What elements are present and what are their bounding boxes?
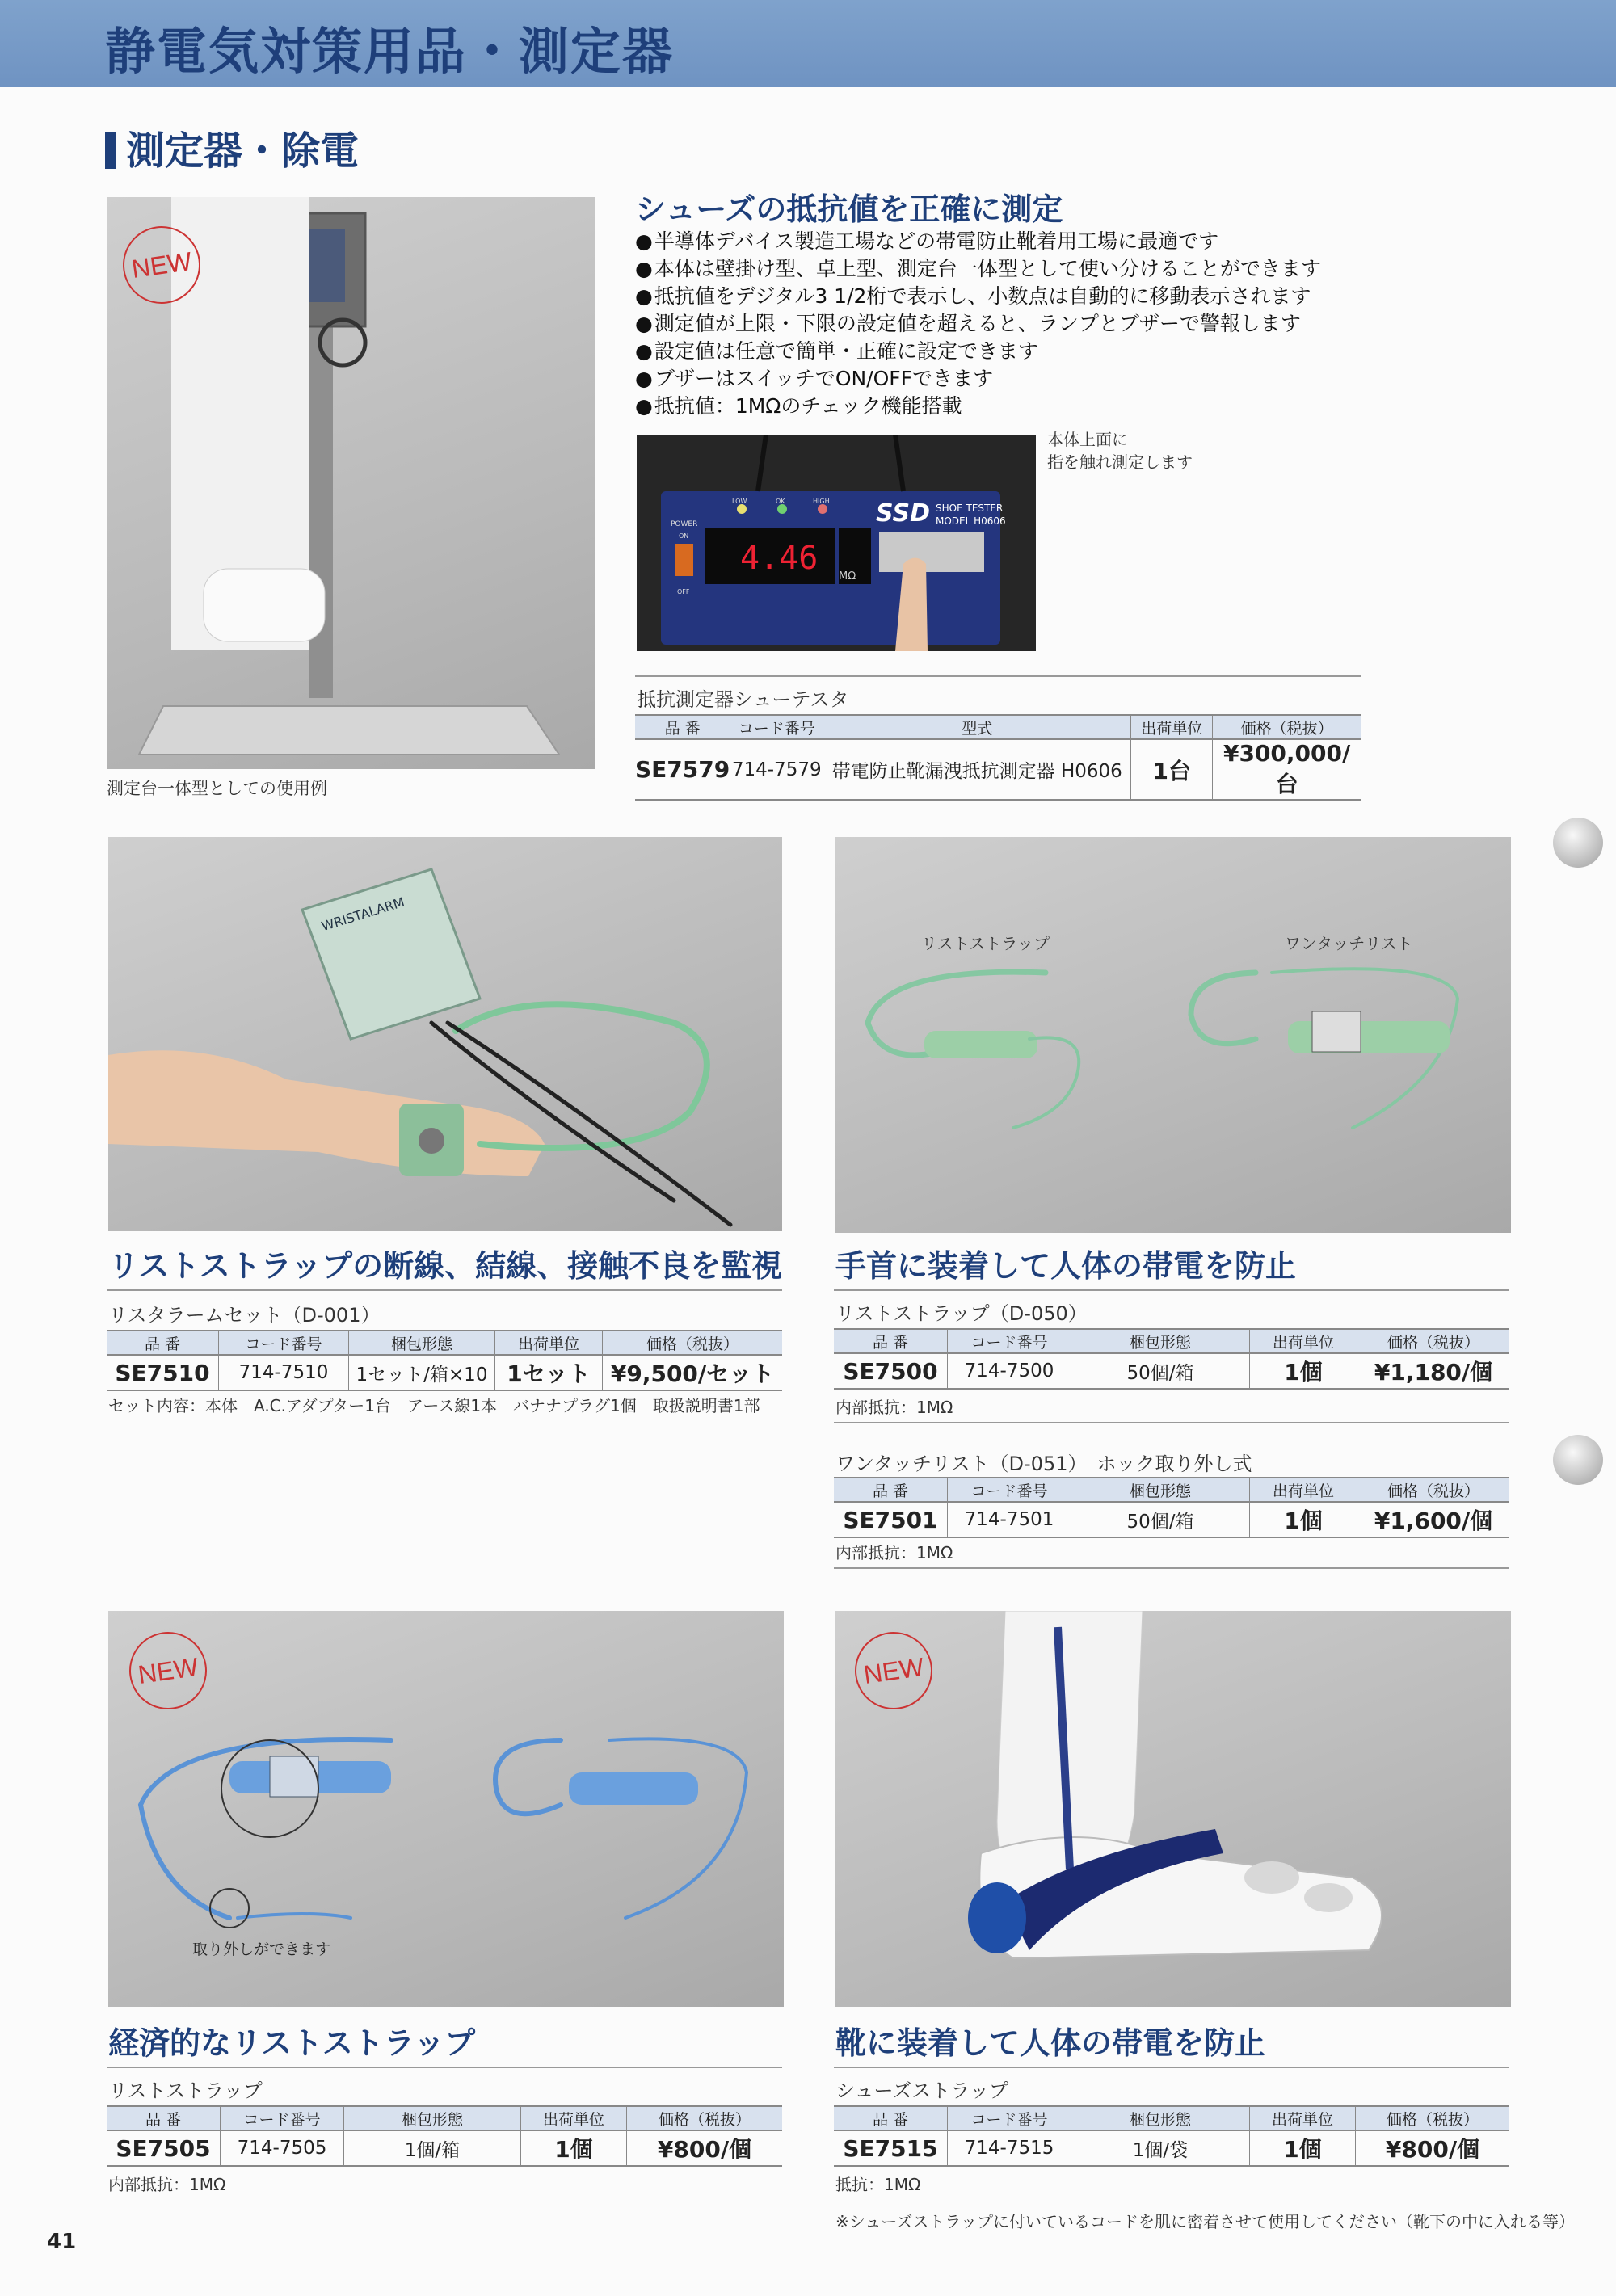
device-high-label: HIGH <box>813 498 830 505</box>
device-note-line: 指を触れ測定します <box>1047 452 1193 472</box>
cell-unit: 1個 <box>1250 1353 1357 1389</box>
device-power-label: POWER <box>671 520 698 528</box>
resistance-note: 内部抵抗：1MΩ <box>108 2175 226 2194</box>
page-title: 静電気対策用品・測定器 <box>105 22 675 81</box>
col-header: 出荷単位 <box>1250 1478 1357 1502</box>
wrist-alarm-illustration <box>108 837 782 1231</box>
page-number: 41 <box>47 2230 77 2254</box>
wrist-strap-photo <box>835 837 1511 1233</box>
divider <box>834 2067 1509 2068</box>
cell-sku: SE7505 <box>107 2130 221 2166</box>
col-header: 梱包形態 <box>1071 1478 1250 1502</box>
spec-table <box>834 1328 1509 1390</box>
col-header: コード番号 <box>948 2106 1071 2130</box>
col-header: 出荷単位 <box>1250 2106 1356 2130</box>
resistance-note: 抵抗：1MΩ <box>835 2175 921 2194</box>
feature-list <box>635 228 1508 420</box>
product-name: リストストラップ（D-050） <box>835 1302 1088 1325</box>
col-header: 価格（税抜） <box>1357 1329 1510 1353</box>
col-header: コード番号 <box>948 1329 1071 1353</box>
wrist-alarm-heading: リストストラップの断線、結線、接触不良を監視 <box>108 1248 783 1284</box>
device-model-line2: MODEL H0606 <box>936 515 1006 527</box>
cell-unit: 1セット <box>495 1355 603 1390</box>
table-row <box>107 2130 782 2166</box>
cell-code: 714-7505 <box>221 2130 344 2166</box>
cell-package: 1個/袋 <box>1071 2130 1250 2166</box>
resistance-note: 内部抵抗：1MΩ <box>835 1398 953 1417</box>
product-name: シューズストラップ <box>835 2079 1008 2102</box>
binder-hole-icon <box>1553 818 1603 868</box>
col-header: コード番号 <box>221 2106 344 2130</box>
col-header: 価格（税抜） <box>1357 1478 1510 1502</box>
col-header: コード番号 <box>948 1478 1071 1502</box>
spec-table <box>834 1477 1509 1538</box>
col-header: 品 番 <box>834 2106 948 2130</box>
new-badge: NEW <box>124 1627 212 1714</box>
wrist-strap-illustration <box>835 837 1511 1233</box>
device-reading: 4.46 <box>740 540 819 577</box>
section-title-text: 測定器・除電 <box>126 128 360 174</box>
cell-price: ¥300,000/台 <box>1213 739 1361 800</box>
photo-caption: 測定台一体型としての使用例 <box>107 779 327 798</box>
table-header-row <box>834 2106 1509 2130</box>
table-row <box>834 1353 1509 1389</box>
cell-unit: 1個 <box>1250 2130 1356 2166</box>
device-note <box>1047 428 1193 473</box>
section-bar-icon <box>105 132 116 169</box>
col-header: 品 番 <box>107 1331 219 1355</box>
cell-price: ¥1,600/個 <box>1357 1502 1510 1537</box>
table-row <box>107 1355 782 1390</box>
spec-table <box>107 2105 782 2167</box>
col-header: 梱包形態 <box>349 1331 495 1355</box>
shoe-strap-illustration <box>835 1611 1511 2007</box>
cell-sku: SE7510 <box>107 1355 219 1390</box>
table-header-row <box>635 715 1361 739</box>
device-model-line1: SHOE TESTER <box>936 503 1004 514</box>
feature-item: ● 抵抗値をデジタル3 1/2桁で表示し、小数点は自動的に移動表示されます <box>635 283 1508 310</box>
col-header: コード番号 <box>730 715 823 739</box>
device-note-line: 本体上面に <box>1047 430 1128 449</box>
divider <box>834 1289 1509 1291</box>
binder-hole-icon <box>1553 1435 1603 1485</box>
table-row <box>635 739 1361 800</box>
feature-item: ● 抵抗値：1MΩのチェック機能搭載 <box>635 393 1508 420</box>
new-badge: NEW <box>850 1627 937 1714</box>
cell-code: 714-7515 <box>948 2130 1071 2166</box>
divider <box>635 675 1361 677</box>
col-header: コード番号 <box>219 1331 349 1355</box>
col-header: 梱包形態 <box>344 2106 521 2130</box>
col-header: 出荷単位 <box>495 1331 603 1355</box>
label-wrist-strap: リストストラップ <box>921 934 1050 953</box>
product-name: リストストラップ <box>108 2079 263 2102</box>
new-badge: NEW <box>118 221 205 309</box>
usage-footnote: ※シューズストラップに付いているコードを肌に密着させて使用してください（靴下の中に入れる等） <box>835 2212 1575 2231</box>
section-title <box>105 120 359 175</box>
col-header: 梱包形態 <box>1071 1329 1250 1353</box>
product-name: ワンタッチリスト（D-051） ホック取り外し式 <box>835 1453 1252 1475</box>
col-header: 品 番 <box>834 1478 948 1502</box>
product-name: リスタラームセット（D-001） <box>108 1304 381 1327</box>
device-off-label: OFF <box>677 588 690 595</box>
cell-package: 1個/箱 <box>344 2130 521 2166</box>
cell-sku: SE7579 <box>635 739 730 800</box>
table-header-row <box>834 1329 1509 1353</box>
shoe-strap-photo <box>835 1611 1511 2007</box>
col-header: 出荷単位 <box>1131 715 1213 739</box>
col-header: 価格（税抜） <box>627 2106 783 2130</box>
cell-price: ¥800/個 <box>1356 2130 1510 2166</box>
col-header: 価格（税抜） <box>1213 715 1361 739</box>
cell-code: 714-7579 <box>730 739 823 800</box>
cell-unit: 1個 <box>521 2130 627 2166</box>
device-on-label: ON <box>679 532 689 540</box>
shoe-strap-heading: 靴に装着して人体の帯電を防止 <box>835 2025 1266 2061</box>
col-header: 品 番 <box>107 2106 221 2130</box>
device-unit: MΩ <box>839 570 856 582</box>
cell-price: ¥800/個 <box>627 2130 783 2166</box>
feature-item: ● 本体は壁掛け型、卓上型、測定台一体型として使い分けることができます <box>635 255 1508 283</box>
cell-sku: SE7515 <box>834 2130 948 2166</box>
table-row <box>834 2130 1509 2166</box>
cell-package: 50個/箱 <box>1071 1353 1250 1389</box>
spec-table <box>107 1330 782 1391</box>
feature-item: ● 半導体デバイス製造工場などの帯電防止靴着用工場に最適です <box>635 228 1508 255</box>
feature-item: ● 設定値は任意で簡単・正確に設定できます <box>635 338 1508 365</box>
cell-model: 帯電防止靴漏洩抵抗測定器 H0606 <box>823 739 1131 800</box>
wristalarm-box-label: WRISTALARM <box>319 894 406 935</box>
product-name: 抵抗測定器シューテスタ <box>637 688 849 711</box>
cell-code: 714-7500 <box>948 1353 1071 1389</box>
cell-price: ¥9,500/セット <box>603 1355 783 1390</box>
table-header-row <box>834 1478 1509 1502</box>
col-header: 価格（税抜） <box>1356 2106 1510 2130</box>
col-header: 型式 <box>823 715 1131 739</box>
divider <box>107 2067 782 2068</box>
feature-item: ● 測定値が上限・下限の設定値を超えると、ランプとブザーで警報します <box>635 310 1508 338</box>
device-low-label: LOW <box>732 498 747 505</box>
divider <box>834 1567 1509 1569</box>
device-ok-label: OK <box>776 498 785 505</box>
label-one-touch: ワンタッチリスト <box>1285 934 1413 953</box>
cell-package: 50個/箱 <box>1071 1502 1250 1537</box>
resistance-note: 内部抵抗：1MΩ <box>835 1543 953 1562</box>
table-header-row <box>107 2106 782 2130</box>
divider <box>834 1422 1509 1423</box>
col-header: 品 番 <box>834 1329 948 1353</box>
economy-strap-photo <box>108 1611 784 2007</box>
table-row <box>834 1502 1509 1537</box>
cell-code: 714-7510 <box>219 1355 349 1390</box>
feature-item: ● ブザーはスイッチでON/OFFできます <box>635 365 1508 393</box>
cell-unit: 1台 <box>1131 739 1213 800</box>
device-illustration <box>637 435 1036 651</box>
cell-sku: SE7500 <box>834 1353 948 1389</box>
economy-strap-heading: 経済的なリストストラップ <box>108 2025 476 2061</box>
device-brand-logo: SSD <box>876 499 931 528</box>
wrist-strap-heading: 手首に装着して人体の帯電を防止 <box>835 1248 1297 1284</box>
col-header: 出荷単位 <box>521 2106 627 2130</box>
shoe-tester-heading: シューズの抵抗値を正確に測定 <box>635 191 1063 227</box>
cell-code: 714-7501 <box>948 1502 1071 1537</box>
col-header: 価格（税抜） <box>603 1331 783 1355</box>
cell-price: ¥1,180/個 <box>1357 1353 1510 1389</box>
col-header: 品 番 <box>635 715 730 739</box>
shoe-tester-device-photo <box>637 435 1036 651</box>
table-header-row <box>107 1331 782 1355</box>
col-header: 梱包形態 <box>1071 2106 1250 2130</box>
spec-table <box>834 2105 1509 2167</box>
cell-unit: 1個 <box>1250 1502 1357 1537</box>
removable-label: 取り外しができます <box>192 1941 331 1958</box>
cell-sku: SE7501 <box>834 1502 948 1537</box>
wrist-alarm-photo <box>108 837 782 1231</box>
cell-package: 1セット/箱×10 <box>349 1355 495 1390</box>
spec-table <box>635 714 1361 801</box>
set-contents-note: セット内容：本体 A.C.アダプター1台 アース線1本 バナナプラグ1個 取扱説明書1部 <box>108 1396 760 1415</box>
col-header: 出荷単位 <box>1250 1329 1357 1353</box>
divider <box>107 1289 782 1291</box>
